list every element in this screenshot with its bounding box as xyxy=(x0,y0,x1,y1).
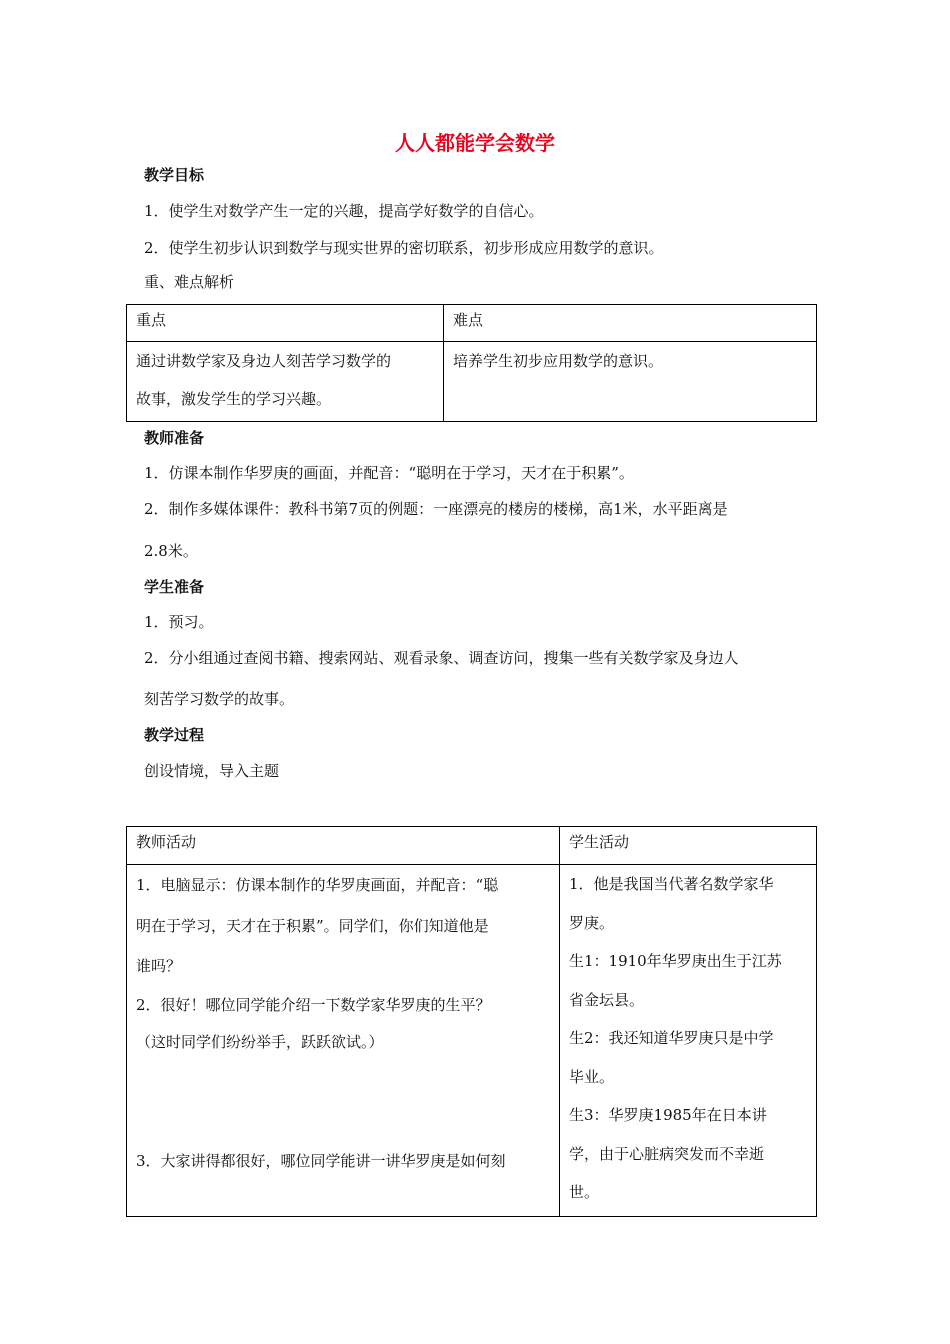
key-points-difficulty-cell xyxy=(444,342,817,422)
teacher-prep-item-2-line-2: 2.8米。 xyxy=(144,542,198,560)
student-activity-line: 生1：1910年华罗庚出生于江苏 xyxy=(569,952,782,970)
focus-line-1: 通过讲数学家及身边人刻苦学习数学的 xyxy=(136,352,392,370)
teacher-activity-line: 3．大家讲得都很好，哪位同学能讲一讲华罗庚是如何刻 xyxy=(136,1151,506,1170)
student-activity-line: 生2：我还知道华罗庚只是中学 xyxy=(569,1029,774,1047)
teacher-activity-line: 1．电脑显示：仿课本制作的华罗庚画面，并配音：“聪 xyxy=(136,876,499,894)
objective-item-2: 2．使学生初步认识到数学与现实世界的密切联系，初步形成应用数学的意识。 xyxy=(144,239,664,257)
process-heading: 教学过程 xyxy=(144,726,205,744)
student-activity-line: 学，由于心脏病突发而不幸逝 xyxy=(569,1144,765,1163)
focus-line-2: 故事，激发学生的学习兴趣。 xyxy=(136,390,332,408)
teacher-activity-line xyxy=(136,1101,550,1141)
process-header-teacher: 教师活动 xyxy=(127,827,560,865)
page-title: 人人都能学会数学 xyxy=(395,131,555,155)
teacher-activity-line xyxy=(136,1061,550,1101)
key-points-focus-cell xyxy=(127,342,444,422)
key-points-heading: 重、难点解析 xyxy=(144,273,235,291)
student-activity-line: 世。 xyxy=(569,1183,600,1201)
teacher-activity-line: 谁吗？ xyxy=(136,957,182,975)
process-table xyxy=(126,826,817,1217)
teacher-activity-line: 2．很好！哪位同学能介绍一下数学家华罗庚的生平？ xyxy=(136,995,491,1014)
student-activity-line: 1．他是我国当代著名数学家华 xyxy=(569,875,774,893)
student-activity-line: 毕业。 xyxy=(569,1067,615,1086)
student-activity-line: 生3：华罗庚1985年在日本讲 xyxy=(569,1106,767,1124)
student-prep-heading: 学生准备 xyxy=(144,578,205,596)
teacher-activity-line: 明在于学习，天才在于积累”。同学们，你们知道他是 xyxy=(136,916,489,935)
teacher-prep-heading: 教师准备 xyxy=(144,429,205,447)
student-activity-cell xyxy=(560,865,817,1217)
key-points-header-focus: 重点 xyxy=(127,305,444,342)
teacher-activity-cell xyxy=(127,865,560,1217)
teacher-prep-item-1: 1．仿课本制作华罗庚的画面，并配音：“聪明在于学习，天才在于积累”。 xyxy=(144,464,634,482)
key-points-table xyxy=(126,304,817,422)
objectives-heading: 教学目标 xyxy=(144,166,205,184)
student-prep-item-2-line-2: 刻苦学习数学的故事。 xyxy=(144,690,295,708)
process-subheading: 创设情境，导入主题 xyxy=(144,762,280,780)
student-prep-item-1: 1．预习。 xyxy=(144,613,214,631)
student-activity-line: 省金坛县。 xyxy=(569,990,645,1009)
teacher-prep-item-2-line-1: 2．制作多媒体课件：教科书第7页的例题：一座漂亮的楼房的楼梯，高1米，水平距离是 xyxy=(144,500,728,518)
difficulty-line-1: 培养学生初步应用数学的意识。 xyxy=(453,352,664,370)
teacher-activity-line: （这时同学们纷纷举手，跃跃欲试。） xyxy=(136,1032,384,1051)
key-points-header-difficulty: 难点 xyxy=(444,305,817,342)
process-header-student: 学生活动 xyxy=(560,827,817,865)
student-prep-item-2-line-1: 2．分小组通过查阅书籍、搜索网站、观看录象、调查访问，搜集一些有关数学家及身边人 xyxy=(144,649,739,667)
student-activity-line: 罗庚。 xyxy=(569,913,615,932)
objective-item-1: 1．使学生对数学产生一定的兴趣，提高学好数学的自信心。 xyxy=(144,202,544,220)
